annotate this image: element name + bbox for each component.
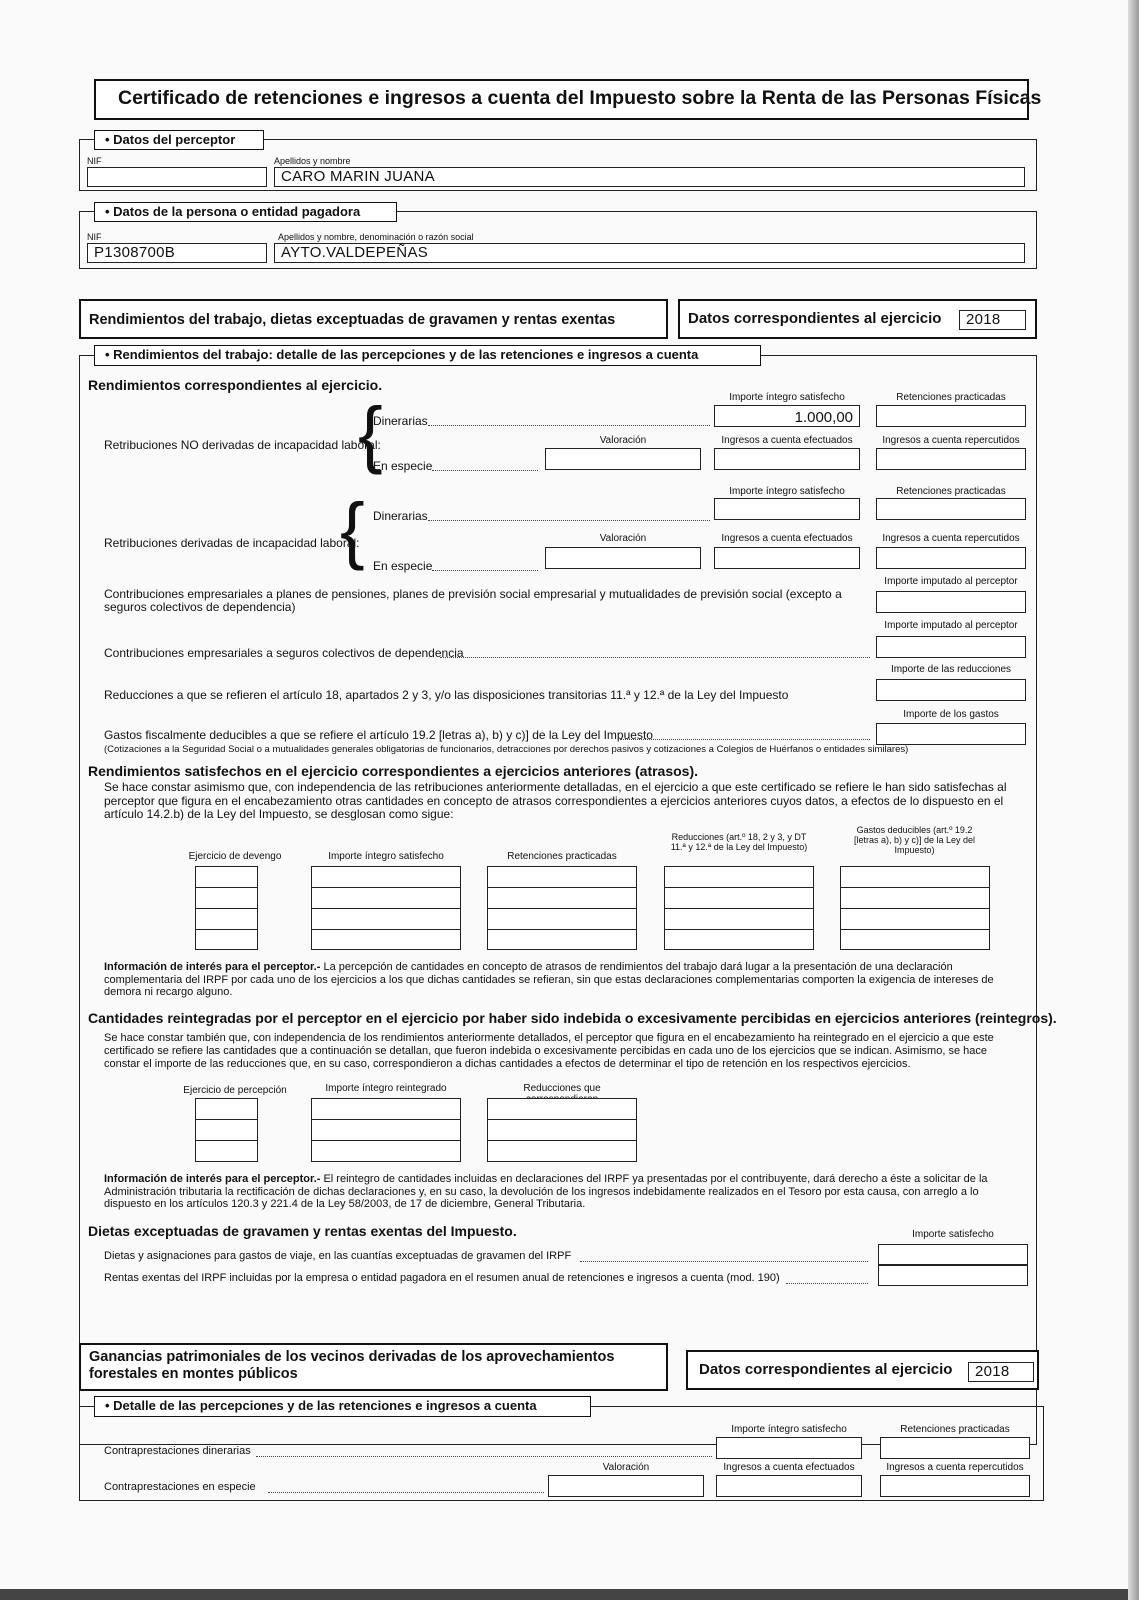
section1-title: Rendimientos del trabajo, dietas exceptuadas de gravamen y rentas exentas <box>89 312 616 328</box>
s2-col-importe-label: Importe íntegro satisfecho <box>731 1424 847 1435</box>
s2-row1-retenciones[interactable] <box>880 1437 1030 1459</box>
s2-col-retenciones-label: Retenciones practicadas <box>900 1424 1010 1435</box>
perceptor-nif-label: NIF <box>87 156 102 166</box>
section2-ejercicio-label: Datos correspondientes al ejercicio <box>699 1361 953 1378</box>
reducciones-text: Reducciones a que se refieren el artículo 18, apartados 2 y 3, y/o las disposiciones transitorias 11.ª y 12.ª de la Ley del Impuesto <box>104 688 789 702</box>
col-ing-efect-label: Ingresos a cuenta efectuados <box>721 435 853 446</box>
incap-dinerarias-label: Dinerarias <box>373 509 428 523</box>
section1-detail-header: • Rendimientos del trabajo: detalle de las percepciones y de las retenciones e ingresos a cuenta <box>94 345 761 366</box>
col-retenciones-label-2: Retenciones practicadas <box>896 486 1006 497</box>
contrib-planes-field[interactable] <box>876 591 1026 613</box>
scan-bottom-edge <box>0 1589 1139 1600</box>
no-incap-especie-ing-efect[interactable] <box>714 448 860 470</box>
no-incap-dinerarias-label: Dinerarias <box>373 414 428 428</box>
perceptor-name-label: Apellidos y nombre <box>274 156 351 166</box>
incap-label: Retribuciones derivadas de incapacidad laboral: <box>104 536 360 550</box>
perceptor-name-field[interactable]: CARO MARIN JUANA <box>274 167 1025 187</box>
atrasos-title: Rendimientos satisfechos en el ejercicio correspondientes a ejercicios anteriores (atrasos). <box>88 763 699 779</box>
incap-dinerarias-retenciones[interactable] <box>876 498 1026 520</box>
perceptor-nif-field[interactable] <box>87 167 267 187</box>
col-importe-label-2: Importe íntegro satisfecho <box>729 486 845 497</box>
incap-especie-label: En especie <box>373 559 433 573</box>
pagador-name-field[interactable]: AYTO.VALDEPEÑAS <box>274 243 1025 263</box>
atrasos-col3-grid[interactable] <box>487 866 637 950</box>
reintegros-text: Se hace constar también que, con independencia de los rendimientos anteriormente detallados, el perceptor que figura en el encabezamiento ha reintegrado en el ejercicio a que este certificado se refiere las cantidades que a continuación se detallan, que fueron indebida o excesivamente percibidas en cada uno de los ejercicios que se indican. Asimismo, se hace constar el importe de las reducciones que, en su caso, correspondieron a dichas cantidades a efectos de determinar el tipo de retención en los respectivos ejercicios. <box>104 1032 994 1070</box>
atrasos-text: Se hace constar asimismo que, con independencia de las retribuciones anteriormente detalladas, en el ejercicio a que este certificado se refiere le han sido satisfechas al perceptor que figura en el encabezamiento otras cantidades en concepto de atrasos correspondientes a ejercicios anteriores cuyos datos, a efectos de lo dispuesto en el artículo 14.2.b) de la Ley del Impuesto, se desglosan como sigue: <box>104 780 1007 821</box>
pagador-nif-field[interactable]: P1308700B <box>87 243 267 263</box>
importe-imputado-label-2: Importe imputado al perceptor <box>884 620 1018 631</box>
contrib-seguros-text: Contribuciones empresariales a seguros colectivos de dependencia <box>104 646 464 660</box>
scan-right-edge <box>1128 0 1139 1600</box>
pagador-nif-label: NIF <box>87 232 102 242</box>
s2-row1-importe[interactable] <box>716 1437 862 1459</box>
reintegros-col1-label: Ejercicio de percepción <box>183 1085 287 1096</box>
incap-especie-valoracion[interactable] <box>545 547 701 569</box>
reintegros-col3-grid[interactable] <box>487 1098 637 1162</box>
col-importe-label: Importe íntegro satisfecho <box>729 392 845 403</box>
pagador-header: • Datos de la persona o entidad pagadora <box>94 202 397 222</box>
reintegros-col2-grid[interactable] <box>311 1098 461 1162</box>
s2-row1-label: Contraprestaciones dinerarias <box>104 1445 251 1457</box>
dietas-row1: Dietas y asignaciones para gastos de viaje, en las cuantías exceptuadas de gravamen del IRPF <box>104 1250 572 1262</box>
no-incap-dinerarias-importe[interactable]: 1.000,00 <box>714 405 860 427</box>
s2-col-ing-reperc-label: Ingresos a cuenta repercutidos <box>886 1462 1024 1473</box>
s2-row2-ing-efect[interactable] <box>716 1475 862 1497</box>
gastos-note: (Cotizaciones a la Seguridad Social o a mutualidades generales obligatorias de funcionarios, detracciones por derechos pasivos y cotizaciones a Colegios de Huérfanos o entidades similares) <box>104 744 909 755</box>
certificate-title: Certificado de retenciones e ingresos a cuenta del Impuesto sobre la Renta de las Personas Físicas <box>118 87 1042 109</box>
section2-ejercicio-field[interactable]: 2018 <box>968 1362 1034 1382</box>
col-ing-reperc-label: Ingresos a cuenta repercutidos <box>882 435 1020 446</box>
incap-dinerarias-importe[interactable] <box>714 498 860 520</box>
atrasos-col4-label: Reducciones (art.º 18, 2 y 3, y DT 11.ª y 12.ª de la Ley del Impuesto) <box>670 832 808 852</box>
s2-col-ing-efect-label: Ingresos a cuenta efectuados <box>723 1462 855 1473</box>
col-ing-efect-label-2: Ingresos a cuenta efectuados <box>721 533 853 544</box>
dietas-row1-field[interactable] <box>878 1244 1028 1265</box>
col-valoracion-label-2: Valoración <box>599 533 647 544</box>
dietas-col-label: Importe satisfecho <box>912 1229 994 1240</box>
reintegros-col2-label: Importe íntegro reintegrado <box>325 1083 447 1094</box>
s2-col-valoracion-label: Valoración <box>602 1462 650 1473</box>
atrasos-col5-label: Gastos deducibles (art.º 19.2 [letras a), b) y c)] de la Ley del Impuesto) <box>853 825 976 855</box>
reducciones-field[interactable] <box>876 679 1026 701</box>
reintegros-col3-label: Reducciones que <box>523 1083 601 1094</box>
dietas-title: Dietas exceptuadas de gravamen y rentas exentas del Impuesto. <box>88 1223 517 1239</box>
no-incap-label: Retribuciones NO derivadas de incapacidad laboral: <box>104 438 381 452</box>
dietas-row2-field[interactable] <box>878 1265 1028 1286</box>
gastos-text: Gastos fiscalmente deducibles a que se refiere el artículo 19.2 [letras a), b) y c)] de la Ley del Impuesto <box>104 728 653 742</box>
pagador-name-label: Apellidos y nombre, denominación o razón social <box>278 232 474 242</box>
rend-title: Rendimientos correspondientes al ejercicio. <box>88 377 383 393</box>
no-incap-brace-icon: { <box>358 392 383 475</box>
atrasos-col1-label: Ejercicio de devengo <box>188 851 282 862</box>
s2-row2-valoracion[interactable] <box>548 1475 704 1497</box>
atrasos-info-bold: Información de interés para el perceptor.- <box>104 961 321 973</box>
s2-row2-ing-reperc[interactable] <box>880 1475 1030 1497</box>
col-retenciones-label: Retenciones practicadas <box>896 392 1006 403</box>
s2-row2-label: Contraprestaciones en especie <box>104 1481 256 1493</box>
dietas-row2: Rentas exentas del IRPF incluidas por la empresa o entidad pagadora en el resumen anual de retenciones e ingresos a cuenta (mod. 190) <box>104 1272 780 1284</box>
atrasos-col5-grid[interactable] <box>840 866 990 950</box>
atrasos-col4-grid[interactable] <box>664 866 814 950</box>
incap-especie-ing-efect[interactable] <box>714 547 860 569</box>
no-incap-especie-ing-reperc[interactable] <box>876 448 1026 470</box>
atrasos-col2-label: Importe íntegro satisfecho <box>328 851 444 862</box>
gastos-field[interactable] <box>876 723 1026 745</box>
atrasos-info-text: La percepción de cantidades en concepto de atrasos de rendimientos del trabajo dará lugar a la presentación de una declaración complementaria del IRPF por cada uno de los ejercicios a los que dichas cantidades se refieran, sin que estas declaraciones complementarias comporten la exigencia de intereses de demora ni recargo alguno. <box>104 961 994 998</box>
atrasos-info <box>104 961 1024 999</box>
section1-ejercicio-field[interactable]: 2018 <box>959 310 1026 330</box>
reintegros-info-bold: Información de interés para el perceptor.- <box>104 1173 321 1185</box>
section2-title: Ganancias patrimoniales de los vecinos derivadas de los aprovechamientos forestales en montes públicos <box>89 1349 615 1382</box>
atrasos-col2-grid[interactable] <box>311 866 461 950</box>
no-incap-especie-label: En especie <box>373 459 433 473</box>
col-ing-reperc-label-2: Ingresos a cuenta repercutidos <box>882 533 1020 544</box>
contrib-seguros-field[interactable] <box>876 636 1026 658</box>
importe-reducciones-label: Importe de las reducciones <box>890 664 1012 675</box>
section2-detail-header: • Detalle de las percepciones y de las retenciones e ingresos a cuenta <box>94 1396 591 1417</box>
reintegros-info-text: El reintegro de cantidades incluidas en declaraciones del IRPF ya presentadas por el contribuyente, dará derecho a éste a solicitar de la Administración tributaria la rectificación de dichas declaraciones y, en su caso, la devolución de los ingresos indebidamente realizados en el Tesoro por esta causa, con arreglo a lo dispuesto en los artículos 120.3 y 221.4 de la Ley 58/2003, de 17 de diciembre, General Tributaria. <box>104 1173 988 1210</box>
perceptor-header: • Datos del perceptor <box>94 130 264 150</box>
reintegros-title: Cantidades reintegradas por el perceptor en el ejercicio por haber sido indebida o excesivamente percibidas en ejercicios anteriores (reintegros). <box>88 1010 1057 1026</box>
importe-imputado-label: Importe imputado al perceptor <box>884 576 1018 587</box>
reintegros-col1-grid[interactable] <box>195 1098 258 1162</box>
no-incap-especie-valoracion[interactable] <box>545 448 701 470</box>
contrib-planes-text: Contribuciones empresariales a planes de pensiones, planes de previsión social empresarial y mutualidades de previsión social (excepto a seguros colectivos de dependencia) <box>104 587 842 614</box>
importe-gastos-label: Importe de los gastos <box>903 709 999 720</box>
incap-especie-ing-reperc[interactable] <box>876 547 1026 569</box>
atrasos-col1-grid[interactable] <box>195 866 258 950</box>
no-incap-dinerarias-retenciones[interactable] <box>876 405 1026 427</box>
incap-brace-icon: { <box>340 488 365 571</box>
reintegros-info <box>104 1173 1024 1211</box>
section1-ejercicio-label: Datos correspondientes al ejercicio <box>688 310 942 327</box>
col-valoracion-label: Valoración <box>599 435 647 446</box>
atrasos-col3-label: Retenciones practicadas <box>507 851 617 862</box>
